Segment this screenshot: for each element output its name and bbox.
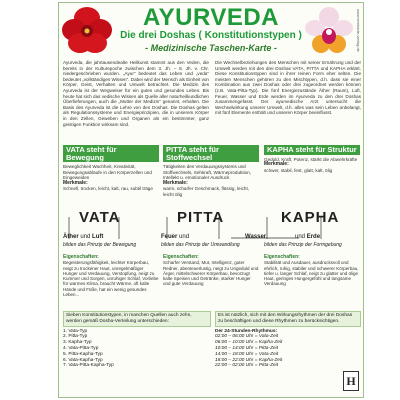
dosha-name-vata: VATA [79, 209, 121, 226]
merkmale-text: warm, scharfer Geschmack, flüssig, leicht, leicht ölig [163, 186, 250, 197]
dosha-description: Tätigkeiten des Verdauungssystems und Stoffwechsels, Sehkraft, Wärmeproduktion, Intellekt u. emotionaler Ausdruck [163, 164, 252, 180]
element-label [245, 234, 266, 240]
und-text: und [80, 234, 91, 240]
dosha-heading: KAPHA steht für Struktur [264, 145, 360, 155]
und-text: und [295, 234, 306, 240]
element-label [63, 234, 103, 240]
element-label [161, 234, 189, 240]
merkmale-text: Schnell, trocken, leicht, kalt, rau, subtil träge [63, 186, 153, 191]
eigenschaften-text: Stabilität und Ausdauer, ausdrucksvoll und ehrlich, ruhig, stabiler und schwerer Körperbau, tiefer u. langer Schlaf, neigt zu glatter und ölige Haut, geringes Hungergefühl und langsame Verdauung [264, 260, 359, 287]
prinzip-pitta: bilden das Prinzip der Umwandlung [161, 242, 240, 248]
eigenschaften-label: Eigenschaften: [264, 254, 300, 260]
und-text: und [179, 234, 190, 240]
dosha-description: Geduld, Kraft, Potenz, stärkt die Abwehrkräfte [264, 156, 358, 162]
merkmale-label: Merkmale: [63, 179, 88, 186]
dosha-name-kapha: KAPHA [281, 209, 340, 226]
list-item: 06:00 – 10:00 Uhr = Kapha-Zeit [215, 340, 283, 346]
rhythmus-section [215, 311, 361, 369]
card-tagline: - Medizinische Taschen-Karte - [145, 43, 277, 53]
eigenschaften-text: Begeisterungsfähigkeit, leichter Körperbau, neigt zu trockener Haut, unregelmäßiger Hunger und Verdauung, Verstopfung, neigt zu Kummer und Sorgen, unruhiger Schlaf, Vorliebe für warmes Klima, braucht Wärme, oft kalte Hände und Füße, hat ein wenig gesundes Leben... [63, 260, 159, 298]
eigenschaften-label: Eigenschaften: [163, 254, 199, 260]
list-item: 22:00 – 02:00 Uhr = Pitta-Zeit [215, 363, 279, 369]
list-item: 5. Pitta-Kapha-Typ [63, 351, 103, 357]
dosha-name-pitta: PITTA [177, 209, 225, 226]
publisher-logo: H [343, 371, 359, 391]
konstitutionstypen-section [63, 311, 211, 369]
dosha-description: Beweglichkeit Wachheit, Kreativität, Bewegungsabläufe in den Körperzellen und Eingeweiden [63, 164, 152, 180]
prinzip-kapha: bilden das Prinzip der Formgebung [264, 242, 342, 248]
list-item: 18:00 – 22:00 Uhr = Kapha-Zeit [215, 357, 283, 363]
list-item: 4. Vata-Pitta-Typ [63, 345, 99, 351]
intro-text [63, 60, 359, 143]
merkmale-label: Merkmale: [264, 161, 289, 167]
konstitutionstypen-intro: Sieben Konstitutionstypen, in manchen Quellen auch zehn, werden gemäß Dosha-Verteilung unterschieden: [63, 311, 211, 327]
list-item: 7. Vata-Pitta-Kapha-Typ [63, 363, 114, 369]
rhythmus-list [215, 334, 361, 369]
dosha-column-vata [63, 145, 159, 192]
konstitutionstypen-list [63, 329, 211, 370]
dosha-heading: PITTA steht für Stoffwechsel [163, 145, 259, 162]
list-item: 1. Vata-Typ [63, 328, 88, 334]
rhythmus-intro: Es ist nützlich, sich mit den Wirkungsrhythmen der drei Doshas zu beschäftigen und diese Rhythmen zu berücksichtigen. [215, 311, 361, 327]
page-title: AYURVEDA [142, 4, 280, 31]
dosha-column-pitta [163, 145, 259, 197]
card-header [59, 3, 363, 59]
merkmale-text: schwer, stabil, fest, glatt, kalt, ölig [264, 167, 333, 173]
publisher-url: www.lernkarte-verlag.de [356, 9, 361, 52]
element-label [295, 234, 320, 240]
dosha-column-kapha [264, 145, 360, 173]
list-item: 02:00 – 06:00 Uhr = Vata-Zeit [215, 334, 279, 340]
dosha-heading: VATA steht für Bewegung [63, 145, 159, 162]
list-item: 14:00 – 18:00 Uhr = Vata-Zeit [215, 351, 279, 357]
list-item: 10:00 – 14:00 Uhr = Pitta-Zeit [215, 345, 279, 351]
element-wasser: Wasser [245, 234, 267, 240]
list-item: 2. Pitta-Typ [63, 334, 88, 340]
element-erde: Erde [306, 234, 321, 240]
intro-left-column: Ayurveda, die jahrtausendealte Heilkunst stammt aus den Veden, die bereits in der Kulturepoche zwischen dem 3. Jh. – 8. Jh. v. Chr. niedergeschrieben wurden. „Ayur" bedeutet das Leben und „veda" bedeutet „vollständiges Wissen". Dabei wird der Mensch als Einheit von Körper, Geist, Verhalten und Umwelt betrachtet. Die Medizin des Ayurveda ist der Wegweiser für ein gutes und gesundes Leben. Bis heute hat sich das vedische Wissen als Quelle aller naturheilkundlichen Überlieferungen, auch die „Mutter der Medizin" genannt, erhalten. Die Basis des Ayurveda ist die Lehre von den Doshas. Die Doshas gelten als Regulationssysteme und Energieprinzipien, die in unserem Körper in den Zellen, Geweben und Organen als ein bestimmter, ganz geistigen Funktion wirksam sind. [63, 60, 209, 127]
element-feuer: Feuer [161, 234, 178, 240]
page-subtitle: Die drei Doshas ( Konstitutionstypen ) [120, 30, 302, 41]
eigenschaften-pitta [163, 255, 259, 287]
element-aether: Äther [63, 234, 79, 240]
pocket-card [58, 2, 364, 398]
eigenschaften-label: Eigenschaften: [63, 254, 99, 260]
list-item: 6. Vata-Kapha-Typ [63, 357, 103, 363]
merkmale-label: Merkmale: [163, 179, 188, 186]
eigenschaften-vata [63, 255, 159, 297]
intro-right-column: Die Wechselbeziehungen des Menschen mit seiner Ernährung und der Umwelt werden mit den drei Doshas VATA, PITTA und KAPHA erklärt. Diese Konstitutionstypen sind in ihrer reinen Form eher selten. Die meisten Menschen gehören zu den Mischtypen, d.h. dass sie einer Kombination aus zwei Doshas oder drei zugeordnet werden können (z.B. Vata-Pitta-Typ). Die fünf Energiezustände Äther (Raum), Luft, Feuer, Wasser und Erde werden im Ayurveda zu den drei Doshas zusammengefasst. Der ayurvedische Arzt untersucht die Wechselwirkung unserer Umwelt, d.h. alles was sein Leben anbelangt, mit fünf Elemente enthält und unseren Körper beeinflusst. [215, 60, 361, 116]
eigenschaften-kapha [264, 255, 360, 287]
eigenschaften-text: Scharfer Verstand, Mut, Intelligenz, guter Redner, abenteuerlustig, neigt zu Ungeduld und Ärger, mittelschwerer Körperbau, bevorzugt kalte Speisen und Getränke, starker Hunger und gute Verdauung [163, 260, 259, 287]
rhythmus-title: Der 24-Stunden-Rhythmus: [215, 328, 278, 334]
element-luft: Luft [92, 234, 104, 240]
orchid-flower-icon [305, 6, 353, 56]
list-item: 3. Kapha-Typ [63, 340, 92, 346]
prinzip-vata: bilden das Prinzip der Bewegung [63, 242, 137, 248]
